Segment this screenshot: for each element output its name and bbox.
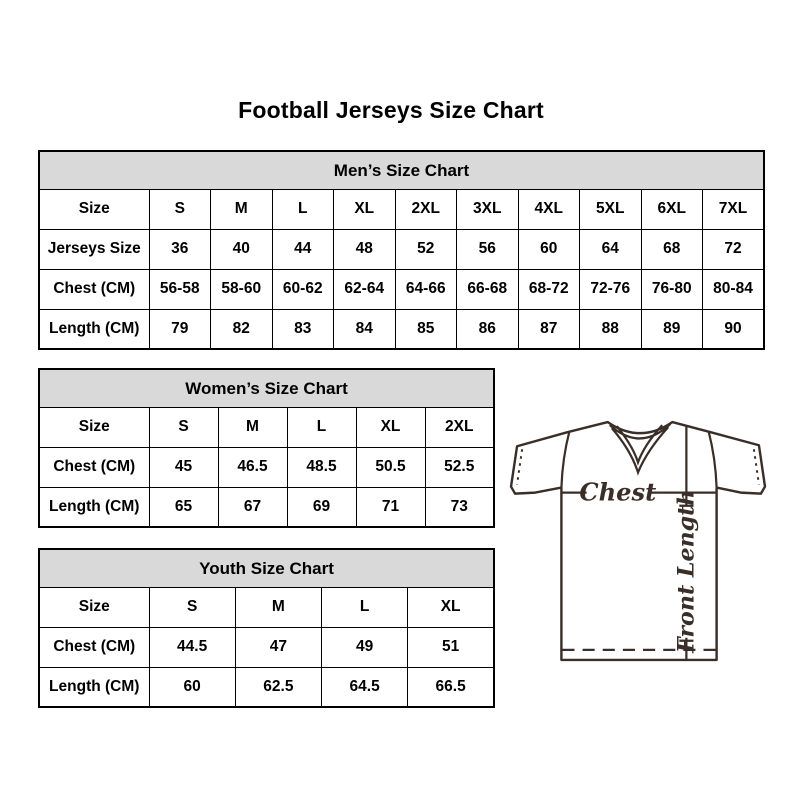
size-value-cell: 73 bbox=[425, 487, 494, 527]
size-value-cell: 49 bbox=[322, 627, 408, 667]
size-value-cell: 52.5 bbox=[425, 447, 494, 487]
size-value-cell: 76-80 bbox=[641, 269, 703, 309]
size-value-cell: 88 bbox=[580, 309, 642, 349]
table-title-row bbox=[39, 151, 764, 189]
size-value-cell: XL bbox=[334, 189, 396, 229]
size-value-cell: L bbox=[287, 407, 356, 447]
table-title: Men’s Size Chart bbox=[39, 151, 764, 189]
size-value-cell: 65 bbox=[149, 487, 218, 527]
size-value-cell: 64.5 bbox=[322, 667, 408, 707]
table-row bbox=[39, 229, 764, 269]
size-value-cell: 83 bbox=[272, 309, 334, 349]
size-value-cell: 62.5 bbox=[235, 667, 321, 707]
size-value-cell: 7XL bbox=[703, 189, 765, 229]
size-value-cell: 89 bbox=[641, 309, 703, 349]
collar-trim-icon bbox=[610, 424, 670, 472]
size-value-cell: 36 bbox=[149, 229, 211, 269]
size-value-cell: 48 bbox=[334, 229, 396, 269]
size-value-cell: 44.5 bbox=[149, 627, 235, 667]
row-label: Chest (CM) bbox=[39, 447, 149, 487]
size-value-cell: 62-64 bbox=[334, 269, 396, 309]
size-value-cell: 45 bbox=[149, 447, 218, 487]
size-value-cell: 5XL bbox=[580, 189, 642, 229]
size-value-cell: 69 bbox=[287, 487, 356, 527]
mens-size-table bbox=[38, 150, 765, 350]
size-value-cell: 84 bbox=[334, 309, 396, 349]
size-value-cell: 60 bbox=[518, 229, 580, 269]
size-value-cell: 3XL bbox=[457, 189, 519, 229]
front-length-measure-label: Front Length bbox=[673, 489, 700, 653]
size-value-cell: 68 bbox=[641, 229, 703, 269]
table-title-row bbox=[39, 549, 494, 587]
size-value-cell: 72-76 bbox=[580, 269, 642, 309]
size-value-cell: 44 bbox=[272, 229, 334, 269]
size-value-cell: 85 bbox=[395, 309, 457, 349]
size-value-cell: 60 bbox=[149, 667, 235, 707]
size-value-cell: 40 bbox=[211, 229, 273, 269]
size-value-cell: S bbox=[149, 587, 235, 627]
table-row bbox=[39, 269, 764, 309]
size-value-cell: 66.5 bbox=[408, 667, 494, 707]
size-value-cell: XL bbox=[356, 407, 425, 447]
row-label: Length (CM) bbox=[39, 487, 149, 527]
row-label: Size bbox=[39, 407, 149, 447]
row-label: Size bbox=[39, 189, 149, 229]
table-row bbox=[39, 309, 764, 349]
right-sleeve-seam bbox=[709, 431, 717, 487]
table-row bbox=[39, 487, 494, 527]
row-label: Chest (CM) bbox=[39, 269, 149, 309]
youth-size-table bbox=[38, 548, 495, 708]
size-value-cell: 2XL bbox=[425, 407, 494, 447]
left-sleeve-seam bbox=[561, 431, 569, 487]
table-row bbox=[39, 447, 494, 487]
size-value-cell: 48.5 bbox=[287, 447, 356, 487]
size-value-cell: 58-60 bbox=[211, 269, 273, 309]
size-value-cell: M bbox=[218, 407, 287, 447]
table-title: Youth Size Chart bbox=[39, 549, 494, 587]
right-sleeve-stitch-dotted-line bbox=[754, 449, 759, 484]
size-value-cell: S bbox=[149, 407, 218, 447]
row-label: Jerseys Size bbox=[39, 229, 149, 269]
size-value-cell: 90 bbox=[703, 309, 765, 349]
table-title-row bbox=[39, 369, 494, 407]
size-value-cell: 72 bbox=[703, 229, 765, 269]
table-row bbox=[39, 667, 494, 707]
size-value-cell: 68-72 bbox=[518, 269, 580, 309]
size-value-cell: S bbox=[149, 189, 211, 229]
table-row bbox=[39, 407, 494, 447]
size-value-cell: 67 bbox=[218, 487, 287, 527]
size-value-cell: 56 bbox=[457, 229, 519, 269]
size-value-cell: 52 bbox=[395, 229, 457, 269]
womens-size-table bbox=[38, 368, 495, 528]
size-value-cell: 6XL bbox=[641, 189, 703, 229]
row-label: Length (CM) bbox=[39, 667, 149, 707]
jersey-outline bbox=[511, 422, 765, 660]
table-row bbox=[39, 189, 764, 229]
size-value-cell: L bbox=[272, 189, 334, 229]
size-value-cell: 64-66 bbox=[395, 269, 457, 309]
table-title: Women’s Size Chart bbox=[39, 369, 494, 407]
size-value-cell: 46.5 bbox=[218, 447, 287, 487]
row-label: Length (CM) bbox=[39, 309, 149, 349]
size-value-cell: 60-62 bbox=[272, 269, 334, 309]
size-value-cell: M bbox=[235, 587, 321, 627]
size-value-cell: 47 bbox=[235, 627, 321, 667]
size-value-cell: 66-68 bbox=[457, 269, 519, 309]
size-value-cell: 87 bbox=[518, 309, 580, 349]
size-value-cell: 2XL bbox=[395, 189, 457, 229]
row-label: Chest (CM) bbox=[39, 627, 149, 667]
page-title: Football Jerseys Size Chart bbox=[238, 97, 544, 123]
row-label: Size bbox=[39, 587, 149, 627]
size-value-cell: 79 bbox=[149, 309, 211, 349]
size-value-cell: 56-58 bbox=[149, 269, 211, 309]
size-value-cell: XL bbox=[408, 587, 494, 627]
left-sleeve-stitch-dotted-line bbox=[517, 449, 522, 484]
chest-measure-label: Chest bbox=[579, 477, 657, 507]
size-value-cell: 64 bbox=[580, 229, 642, 269]
size-value-cell: 50.5 bbox=[356, 447, 425, 487]
size-value-cell: M bbox=[211, 189, 273, 229]
size-value-cell: 80-84 bbox=[703, 269, 765, 309]
size-value-cell: 82 bbox=[211, 309, 273, 349]
size-value-cell: L bbox=[322, 587, 408, 627]
table-row bbox=[39, 627, 494, 667]
size-value-cell: 86 bbox=[457, 309, 519, 349]
table-row bbox=[39, 587, 494, 627]
jersey-measurement-diagram bbox=[509, 418, 767, 666]
size-value-cell: 71 bbox=[356, 487, 425, 527]
size-value-cell: 51 bbox=[408, 627, 494, 667]
size-value-cell: 4XL bbox=[518, 189, 580, 229]
